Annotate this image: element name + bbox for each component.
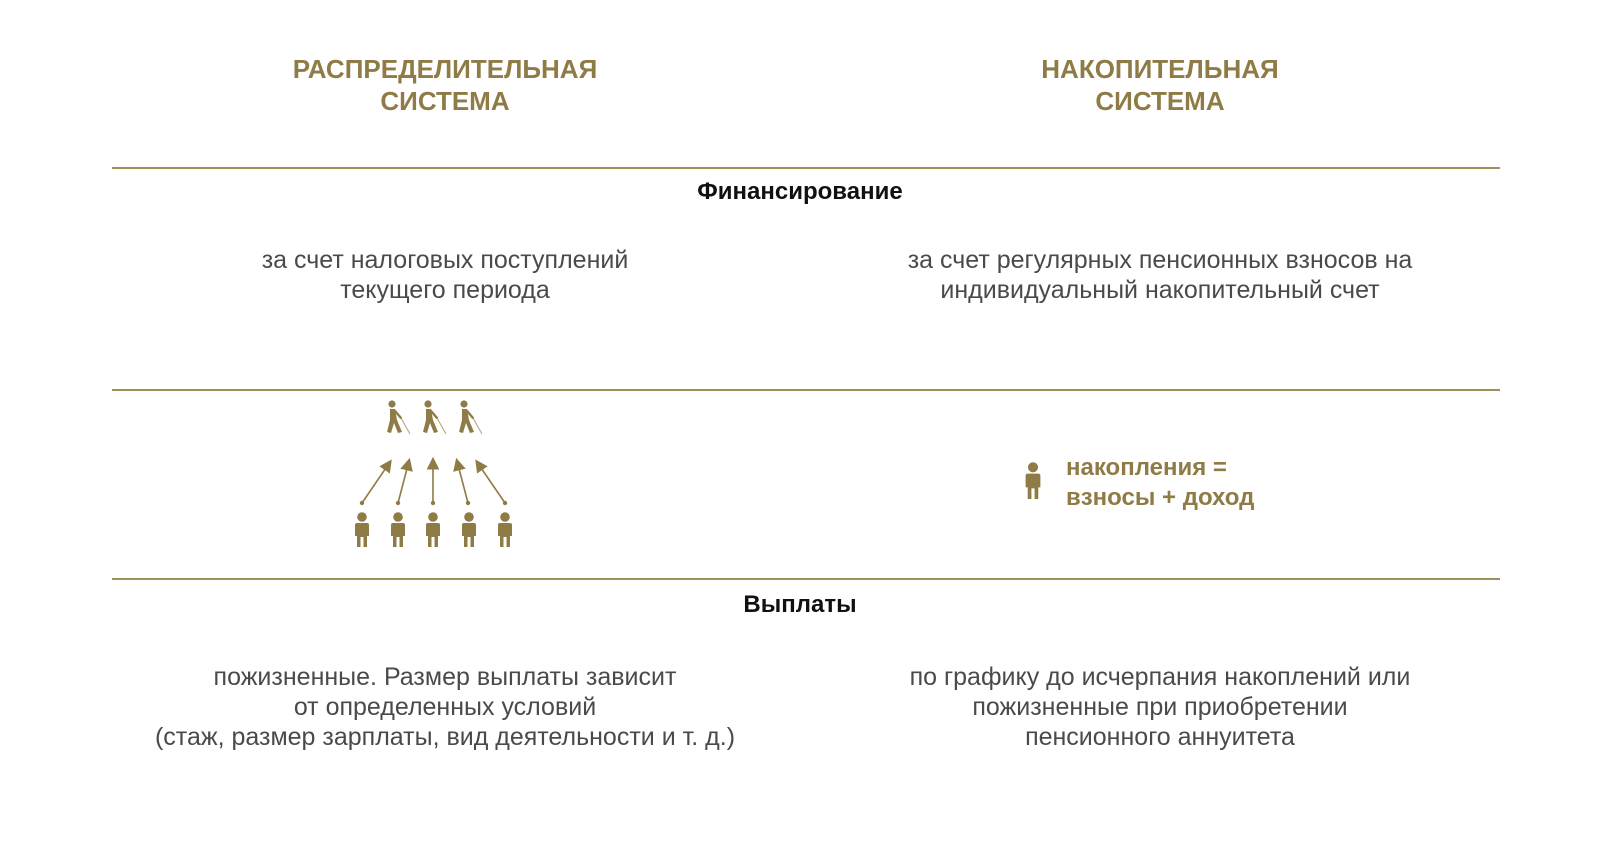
arrow-up-icon — [477, 462, 507, 505]
financing-left-line-2: текущего периода — [340, 276, 550, 304]
person-icon — [355, 512, 369, 547]
financing-right-line-1: за счет регулярных пенсионных взносов на — [907, 246, 1413, 274]
left-column-title — [245, 53, 645, 117]
formula-line-2: взносы + доход — [1066, 484, 1255, 511]
person-icon — [498, 512, 512, 547]
walking-with-cane-icon — [387, 400, 410, 434]
financing-right-line-2: индивидуальный накопительный счет — [940, 276, 1380, 304]
left-title-line-2: СИСТЕМА — [380, 86, 510, 116]
payments-right-line-1: по графику до исчерпания накоплений или — [909, 663, 1411, 691]
financing-left-text — [195, 245, 695, 305]
left-title-line-1: РАСПРЕДЕЛИТЕЛЬНАЯ — [292, 54, 598, 84]
person-icon — [462, 512, 476, 547]
payments-right-line-3: пенсионного аннуитета — [1025, 723, 1295, 751]
person-icon — [1022, 462, 1044, 500]
divider-middle — [112, 389, 1500, 391]
walking-with-cane-icon — [459, 400, 482, 434]
financing-label: Финансирование — [697, 178, 903, 205]
person-icon — [426, 512, 440, 547]
payments-label: Выплаты — [743, 591, 857, 618]
payments-left-line-3: (стаж, размер зарплаты, вид деятельности и т. д.) — [154, 723, 736, 751]
formula-line-1: накопления = — [1066, 454, 1227, 481]
divider-top — [112, 167, 1500, 169]
pay-as-you-go-illustration — [340, 400, 540, 560]
person-icon — [391, 512, 405, 547]
arrow-up-icon — [431, 460, 435, 505]
financing-right-text — [860, 245, 1460, 305]
walking-with-cane-icon — [423, 400, 446, 434]
payments-left-line-2: от определенных условий — [293, 693, 597, 721]
payments-right-line-2: пожизненные при приобретении — [972, 693, 1348, 721]
financing-left-line-1: за счет налоговых поступлений — [261, 246, 629, 274]
arrow-up-icon — [457, 461, 470, 505]
payments-left-text — [125, 662, 765, 752]
payments-left-line-1: пожизненные. Размер выплаты зависит — [213, 663, 677, 691]
savings-formula — [1066, 453, 1254, 513]
divider-bottom — [112, 578, 1500, 580]
payments-right-text — [860, 662, 1460, 752]
arrow-up-icon — [396, 461, 409, 505]
arrow-up-icon — [360, 462, 390, 505]
right-title-line-2: СИСТЕМА — [1095, 86, 1225, 116]
right-title-line-1: НАКОПИТЕЛЬНАЯ — [1041, 54, 1279, 84]
right-column-title — [960, 53, 1360, 117]
